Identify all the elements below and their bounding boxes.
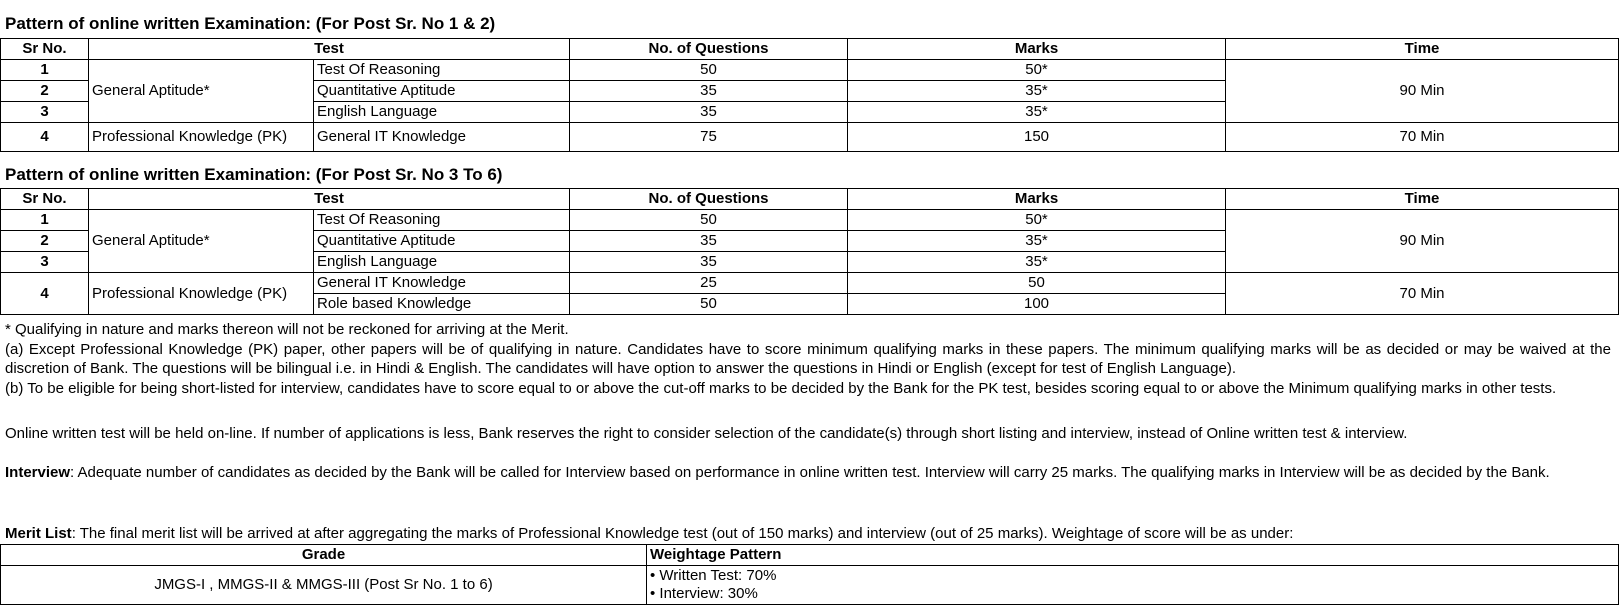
sr-cell: 4: [1, 123, 89, 152]
sr-cell: 4: [1, 273, 89, 315]
table1-title: Pattern of online written Examination: (For Post Sr. No 1 & 2): [5, 14, 496, 33]
header-test: Test: [89, 39, 570, 60]
note-interview: [5, 463, 1611, 482]
table-row: [1, 60, 1619, 81]
group-professional-knowledge: Professional Knowledge (PK): [89, 273, 314, 315]
header-grade: Grade: [1, 545, 647, 566]
table-row: [1, 566, 1619, 605]
weightage-cell: [647, 566, 1619, 605]
questions-cell: 50: [570, 60, 848, 81]
exam-pattern-table-1: [0, 38, 1619, 152]
merit-list-text: : The final merit list will be arrived at after aggregating the marks of Professional Knowledge test (out of 150 marks) and interview (out of 25 marks). Weightage of score will be as under:: [71, 525, 1294, 542]
note-b: (b) To be eligible for being short-listed for interview, candidates have to score equal to or above the cut-off marks to be decided by the Bank for the PK test, besides scoring equal to or above the Minimum qualifying marks in other tests.: [5, 380, 1557, 397]
note-online-test: Online written test will be held on-line. If number of applications is less, Bank reserves the right to consider selection of the candidate(s) through short listing and interview, instead of Online written test & interview.: [5, 425, 1408, 442]
test-cell: Test Of Reasoning: [314, 210, 570, 231]
marks-cell: 50*: [848, 60, 1226, 81]
marks-cell: 50: [848, 273, 1226, 294]
marks-cell: 35*: [848, 252, 1226, 273]
table2-title: Pattern of online written Examination: (For Post Sr. No 3 To 6): [5, 165, 503, 184]
questions-cell: 35: [570, 81, 848, 102]
test-cell: General IT Knowledge: [314, 273, 570, 294]
marks-cell: 100: [848, 294, 1226, 315]
header-test: Test: [89, 189, 570, 210]
test-cell: Role based Knowledge: [314, 294, 570, 315]
sr-cell: 2: [1, 231, 89, 252]
group-general-aptitude: General Aptitude*: [89, 60, 314, 123]
header-marks: Marks: [848, 189, 1226, 210]
table-row: [1, 210, 1619, 231]
questions-cell: 75: [570, 123, 848, 152]
time-cell-ga: 90 Min: [1226, 210, 1619, 273]
time-cell-pk: 70 Min: [1226, 123, 1619, 152]
table-header-row: [1, 39, 1619, 60]
questions-cell: 35: [570, 102, 848, 123]
time-cell-ga: 90 Min: [1226, 60, 1619, 123]
table-header-row: [1, 189, 1619, 210]
test-cell: English Language: [314, 102, 570, 123]
table-row: [1, 273, 1619, 294]
test-cell: General IT Knowledge: [314, 123, 570, 152]
header-weightage: Weightage Pattern: [647, 545, 1619, 566]
note-a: (a) Except Professional Knowledge (PK) paper, other papers will be of qualifying in nature. Candidates have to score minimum qualifying marks in these papers. The minimum qualifying marks will be as decided or may be waived at the discretion of Bank. The questions will be bilingual i.e. in Hindi & English. The candidates will have option to answer the questions in Hindi or English (except for test of English Language).: [5, 341, 1611, 377]
header-questions: No. of Questions: [570, 39, 848, 60]
group-general-aptitude: General Aptitude*: [89, 210, 314, 273]
note-qualifying: [5, 320, 1611, 339]
note-qualifying-text: Qualifying in nature and marks thereon will not be reckoned for arriving at the Merit.: [10, 321, 569, 338]
grade-cell: JMGS-I , MMGS-II & MMGS-III (Post Sr No. 1 to 6): [1, 566, 647, 605]
questions-cell: 50: [570, 210, 848, 231]
marks-cell: 35*: [848, 81, 1226, 102]
marks-cell: 35*: [848, 231, 1226, 252]
test-cell: Test Of Reasoning: [314, 60, 570, 81]
interview-text: : Adequate number of candidates as decided by the Bank will be called for Interview based on performance in online written test. Interview will carry 25 marks. The qualifying marks in Interview will be as decided by the Bank.: [70, 464, 1550, 481]
merit-list-label: Merit List: [5, 525, 72, 542]
header-time: Time: [1226, 189, 1619, 210]
questions-cell: 35: [570, 252, 848, 273]
test-cell: English Language: [314, 252, 570, 273]
asterisk-mark: *: [5, 321, 11, 338]
questions-cell: 25: [570, 273, 848, 294]
sr-cell: 1: [1, 210, 89, 231]
time-cell-pk: 70 Min: [1226, 273, 1619, 315]
questions-cell: 50: [570, 294, 848, 315]
exam-pattern-table-2: [0, 188, 1619, 315]
weightage-written-test: • Written Test: 70%: [650, 567, 777, 584]
sr-cell: 3: [1, 102, 89, 123]
header-time: Time: [1226, 39, 1619, 60]
questions-cell: 35: [570, 231, 848, 252]
note-merit-list: [5, 524, 1611, 543]
table-header-row: [1, 545, 1619, 566]
header-sr-no: Sr No.: [1, 39, 89, 60]
marks-cell: 150: [848, 123, 1226, 152]
header-sr-no: Sr No.: [1, 189, 89, 210]
interview-label: Interview: [5, 464, 71, 481]
weightage-table: [0, 544, 1619, 605]
test-cell: Quantitative Aptitude: [314, 81, 570, 102]
sr-cell: 3: [1, 252, 89, 273]
test-cell: Quantitative Aptitude: [314, 231, 570, 252]
table-row: [1, 123, 1619, 152]
marks-cell: 50*: [848, 210, 1226, 231]
weightage-interview: • Interview: 30%: [650, 585, 758, 602]
header-questions: No. of Questions: [570, 189, 848, 210]
header-marks: Marks: [848, 39, 1226, 60]
sr-cell: 2: [1, 81, 89, 102]
group-professional-knowledge: Professional Knowledge (PK): [89, 123, 314, 152]
sr-cell: 1: [1, 60, 89, 81]
marks-cell: 35*: [848, 102, 1226, 123]
